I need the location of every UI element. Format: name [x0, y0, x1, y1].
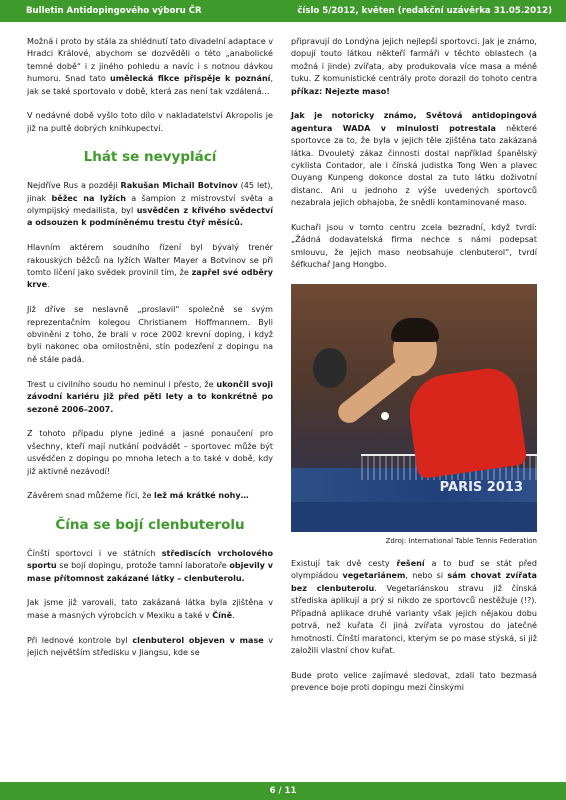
bulletin-header — [0, 0, 566, 22]
photo-caption: Zdroj: International Table Tennis Federation — [385, 537, 537, 546]
right-column — [291, 36, 537, 707]
paddle-icon — [313, 348, 347, 388]
section-heading-china: Čína se bojí clenbuterolu — [55, 516, 245, 533]
section-heading-lying: Lhát se nevyplácí — [83, 149, 217, 166]
paragraph: V nedávné době vyšlo toto dílo v nakladatelství Akropolis je již na pultě dobrých knihkupectví. — [27, 111, 273, 133]
paragraph: Čínští sportovci i ve státních střediscích vrcholového sportu se bojí dopingu, protože tamní laboratoře objevily v mase přítomnost zakázané látky – clenbuterolu. — [27, 548, 273, 583]
player-shirt — [405, 365, 528, 479]
paragraph: Trest u civilního soudu ho neminul i přesto, že ukončil svoji závodní kariéru již před pěti lety a to konkrétně po sezoně 2006–2007. — [27, 379, 273, 414]
paragraph: Jak jsme již varovali, tato zakázaná látka byla zjištěna v mase a masných výrobcích v Mexiku a také v Číně. — [27, 598, 273, 620]
paragraph: Možná i proto by stála za shlédnutí tato divadelní adaptace v Hradci Králové, abychom se dozvěděli o této „anabolické temné době“ i z jiného pohledu a navíc i s notnou dávkou humoru. Snad tato umělecká fikce přispěje k poznání, jak se také sportovalo v době, která zas není tak vzdálená… — [27, 37, 273, 96]
paragraph: Existují tak dvě cesty řešení a to buď se stát před olympiádou vegetariánem, nebo si sám chovat zvířata bez clenbuterolu. Vegetariánskou stravu již čínská střediska aplikují a prý si nikdo ze sportovců nestěžuje (!?). Případná aplikace druhé varianty však jejich nějakou dobu potrvá, než kuřata či jiná zvířata vyrostou do jatečné hmotnosti. Čínští maratonci, kterým se po mase stýská, si již založili vlastní chov kuřat. — [291, 559, 537, 655]
paragraph: Hlavním aktérem soudního řízení byl bývalý trenér rakouských běžců na lyžích Walter Mayer a Botvinov se při tomto líčení jako svědek provinil tím, že zapřel své odběry krve. — [27, 243, 273, 290]
paragraph: Závěrem snad můžeme říci, že lež má krátké nohy… — [27, 491, 249, 501]
paragraph: Nejdříve Rus a později Rakušan Michail Botvinov (45 let), jinak běžec na lyžích a šampion z mistrovství světa a olympijský medailista, byl usvědčen z křivého svědectví a odsouzen k podmíněnému trestu čtyř měsíců. — [27, 181, 273, 228]
ball-icon — [381, 412, 389, 420]
issue-info: číslo 5/2012, květen (redakční uzávěrka 31.05.2012) — [297, 6, 552, 16]
advertising-text: PARIS 2013 — [439, 479, 523, 495]
left-column — [27, 36, 273, 672]
paragraph: Bude proto velice zajímavé sledovat, zdali tato bezmasá prevence boje proti dopingu mezi čínskými — [291, 670, 537, 693]
bulletin-title: Bulletin Antidopingového výboru ČR — [26, 6, 202, 16]
page-footer — [0, 782, 566, 800]
table-tennis-player-photo — [291, 284, 537, 532]
player-hair — [391, 318, 439, 342]
paragraph: Kuchaři jsou v tomto centru zcela bezradní, když tvrdí: „Žádná dodavatelská firma nechce s námi podepsat smlouvu, že jejich maso neobsahuje clenbuterol“, tvrdí šéfkuchař Jang Hongbo. — [291, 223, 537, 270]
paragraph: Při lednové kontrole byl clenbuterol objeven v mase v jejich největším středisku v Jiangsu, kde se — [27, 635, 274, 657]
paragraph: připravují do Londýna jejich nejlepší sportovci. Jak je známo, dopují touto látkou někteří farmáři v těchto oblastech (a možná i jinde) zvířata, aby produkovala více masa a méně tuku. Z komunistické centrály proto dorazil do tohoto centra příkaz: Nejezte maso! — [291, 37, 537, 96]
paragraph: Jak je notoricky známo, Světová antidopingová agentura WADA v minulosti potrestala některé sportovce za to, že byla v jejich těle zjištěna tato zakázaná látka. Dvouletý zákaz činnosti dostal například španělský cyklista Contador, ale i čínská judistka Tong Wen a plavec Ouyang Kunpeng dokonce dostal za tuto látku doživotní distanc. Ani u jednoho z výše uvedených sportovců nezabrala jejich obhajoba, že snědli kontaminované maso. — [291, 111, 537, 208]
table-tennis-table — [291, 502, 537, 532]
paragraph: Z tohoto případu plyne jediné a jasné ponaučení pro všechny, kteří mají nutkání podvádět – sportovec může být usvědčen z dopingu po mnoha letech a to také v době, kdy již aktivně nezávodí! — [27, 429, 273, 476]
page-number: 6 / 11 — [269, 786, 297, 796]
paragraph: Již dříve se neslavně „proslavil“ společně se svým reprezentačním kolegou Christianem Hoffmannem. Byli obviněni z toho, že brali v roce 2002 krevní doping, i když byli nakonec oba omilostněni, stín podezření z dopingu na ně stále padá. — [27, 305, 273, 364]
